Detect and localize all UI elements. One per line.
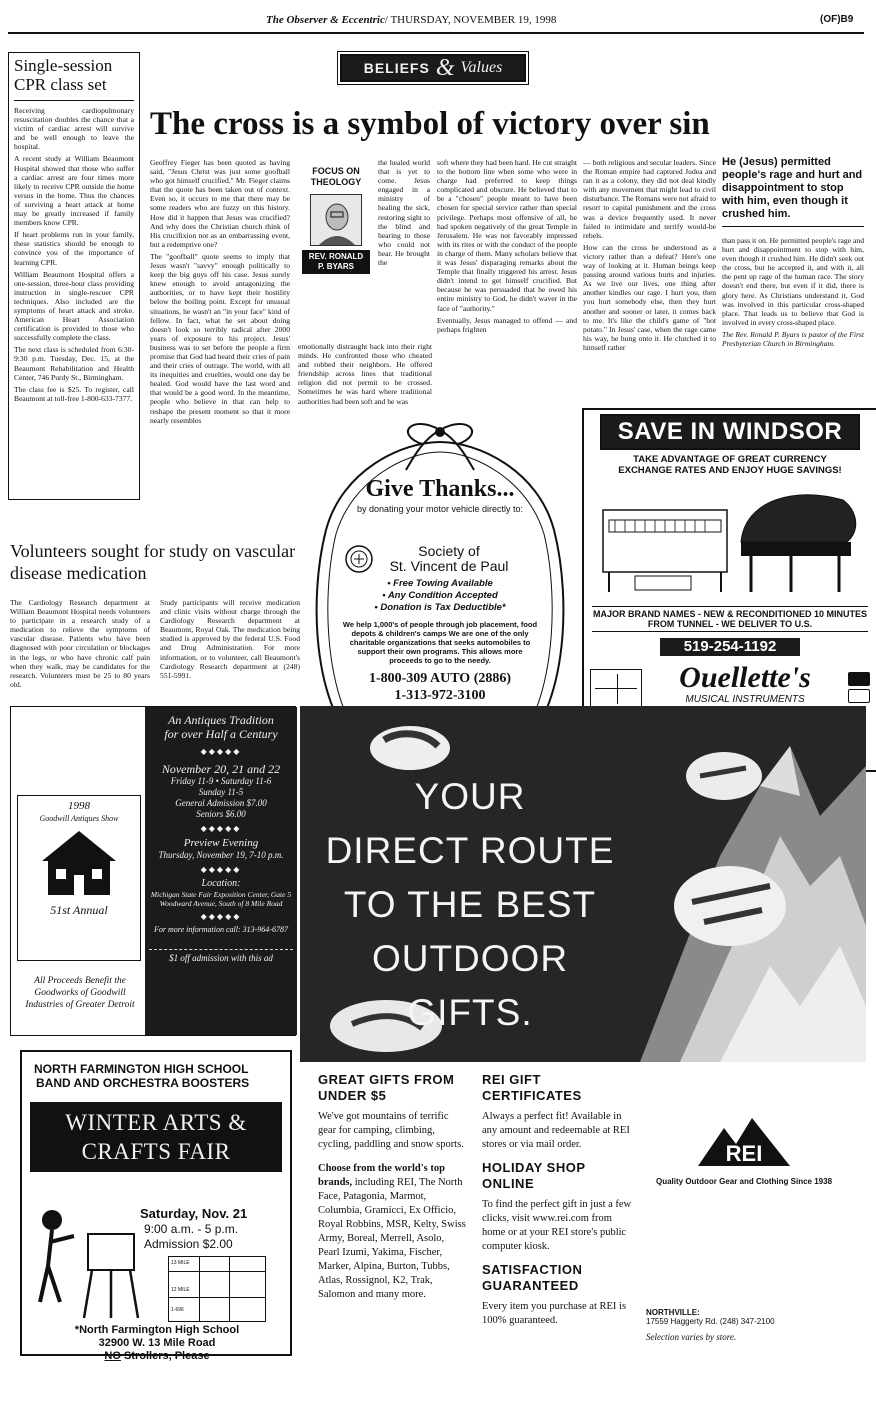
cross-col-5 — [722, 236, 864, 351]
diamond-divider-icon: ◆◆◆◆◆ — [200, 865, 242, 874]
house-icon — [36, 827, 122, 897]
cpr-para: The class fee is $25. To register, call Beaumont at toll-free 1-800-633-7377. — [14, 384, 134, 403]
rei-northville-address: 17559 Haggerty Rd. (248) 347-2100 — [646, 1317, 775, 1326]
antiques-proceeds: All Proceeds Benefit the Goodworks of Goodwill Industries of Greater Detroit — [25, 976, 135, 1010]
antiques-dates: November 20, 21 and 22 — [161, 762, 281, 776]
diamond-divider-icon: ◆◆◆◆◆ — [200, 747, 242, 756]
rei-brands — [318, 1162, 468, 1302]
byline: REV. RONALD P. BYARS — [302, 250, 370, 274]
windsor-phone: 519-254-1192 — [660, 638, 800, 656]
banner-beliefs: BELIEFS — [363, 60, 430, 76]
store-map — [590, 669, 642, 709]
focus-label: FOCUS ON THEOLOGY — [310, 166, 362, 187]
winter-map — [168, 1256, 266, 1322]
cross-headline: The cross is a symbol of victory over sin — [150, 106, 710, 142]
rei-brands-lead: Choose from the world's top brands, — [318, 1163, 445, 1188]
author-bio: The Rev. Ronald P. Byars is pastor of the First Presbyterian Church in Birmingham. — [722, 329, 864, 349]
antiques-seniors: Seniors $6.00 — [196, 809, 246, 819]
columnist-photo — [310, 194, 362, 246]
cpr-para: Receiving cardiopulmonary resuscitation doubles the chance that a victim of cardiac arrest will survive and be well enough to leave the hospital. — [14, 106, 134, 152]
winter-arts-ad — [20, 1050, 292, 1362]
winter-strollers-text: Strollers, Please — [123, 1350, 210, 1362]
cross-para: emotionally distraught back into their right minds. He confronted those who cheated and robbed their neighbors. He offered friendship across lines that traditional religion did not permit to be crossed. Sometimes he was hard where traditional authorities had been soft and he was — [298, 342, 432, 406]
rei-headline-1: YOUR — [414, 776, 526, 817]
antiques-coupon: $1 off admission with this ad — [149, 949, 293, 964]
cross-col-4 — [583, 158, 716, 355]
rei-selection-varies: Selection varies by store. — [646, 1332, 737, 1342]
cross-para: soft where they had been hard. He cut straight to the bottom line when some who were in charge had preferred to keep things complicated and obscure. He believed that to be a "chosen" people meant to have been chosen for special service rather than special privilege. Perhaps most offensive of all, he had spoken negatively of the great Temple in Jerusalem. He was not favorably impressed with its rites or with the conduct of the people in charge of them. Many scholars believe that it was Jesus' disparaging remarks about the Temple that finally triggered his arrest. Jesus didn't intend to get himself crucified. But because he was persuaded that he owed his entire ministry to God, he didn't waver in the face of "authority." — [437, 158, 577, 313]
antiques-admission: General Admission $7.00 — [175, 798, 267, 808]
cpr-para: A recent study at William Beaumont Hospital showed that those who suffer a cardiac arrest are four times more likely to receive CPR outside the home versus in the home. Thus the chances of surviving a heart attack at home may be greatly increased if family members know CPR. — [14, 154, 134, 228]
winter-admission: Admission $2.00 — [144, 1237, 233, 1251]
antiques-preview-date: Thursday, November 19, 7-10 p.m. — [158, 850, 284, 860]
cross-col-2a — [378, 158, 430, 270]
cpr-para: If heart problems run in your family, these statistics should be enough to convince you of the importance of learning CPR. — [14, 230, 134, 267]
diamond-divider-icon: ◆◆◆◆◆ — [200, 912, 242, 921]
cross-para: the healed world that is yet to come. Jesus engaged in a ministry of healing the sick, restoring sight to the blind and hearing to those who could not hear. He brought the — [378, 158, 430, 268]
winter-band: BAND AND ORCHESTRA BOOSTERS — [36, 1076, 250, 1090]
map-label-12-mile: 12 MILE — [171, 1287, 190, 1293]
antiques-location: Michigan State Fair Exposition Center, Gate 5 Woodward Avenue, South of 8 Mile Road — [150, 890, 292, 908]
cross-para: Eventually, Jesus managed to offend — and perhaps frighten — [437, 315, 577, 334]
winter-title-1: WINTER ARTS & — [65, 1110, 247, 1135]
antiques-show-name: Goodwill Antiques Show — [39, 814, 119, 823]
antiques-ad — [10, 706, 296, 1036]
rei-headline-2: DIRECT ROUTE — [325, 830, 615, 871]
cross-col-1 — [150, 158, 290, 428]
goodwill-panel — [17, 795, 141, 961]
svdp-phone-1: 1-800-309 AUTO (2886) — [368, 671, 512, 686]
cpr-para: The next class is scheduled from 6:30-9:30 p.m. Tuesday, Dec. 15, at the Beaumont Rehabilitation and Health Center, 746 Purdy St., Birmingham. — [14, 345, 134, 382]
windsor-mi: MUSICAL INSTRUMENTS — [685, 694, 805, 705]
winter-address: 32900 W. 13 Mile Road — [98, 1337, 216, 1349]
winter-school: NORTH FARMINGTON HIGH SCHOOL — [34, 1062, 249, 1076]
vascular-title: Volunteers sought for study on vascular disease medication — [10, 541, 296, 583]
winter-title-2: CRAFTS FAIR — [81, 1139, 231, 1164]
banner-values: Values — [460, 59, 503, 76]
cross-para: How can the cross be understood as a victory rather than a defeat? Here's one way of looking at it. Human beings keep passing around various hurts and injuries. As we live our lives, one thing after another kindles our rage. I hurt you, then you hurt somebody else, then they hurt another and sooner or later, it comes back to me. It's like the child's game of "hot potato." In Jesus' case, when the rage came his way, he hung onto it. He clutched it to himself rather — [583, 242, 716, 352]
rei-great-gifts-body: We've got mountains of terrific gear for camping, climbing, cycling, paddling and snow sports. — [318, 1111, 464, 1150]
cross-col-3 — [437, 158, 577, 337]
cross-para: Geoffrey Fieger has been quoted as having said, "Jesus Christ was just some goofball who got himself crucified." Mr. Fieger claims that the quote has been taken out of context. Even so, it occurs to me that there may be some readers who are fuzzy on this history. How did it happen that Jesus was crucified? And why does the Christian church think of His crucifixion not as an embarrassing event, but a redemptive one? — [150, 158, 290, 249]
piano-illustration — [595, 480, 865, 600]
map-label-i696: 1-696 — [171, 1307, 184, 1313]
antiques-location-heading: Location: — [201, 878, 241, 889]
rei-holiday-shop: HOLIDAY SHOP ONLINE — [482, 1160, 586, 1191]
antiques-preview: Preview Evening — [183, 837, 259, 849]
svdp-by: by donating your motor vehicle directly to: — [356, 504, 524, 514]
vascular-col-1 — [10, 598, 150, 692]
winter-time: 9:00 a.m. - 5 p.m. — [144, 1222, 239, 1236]
masthead — [266, 14, 556, 26]
vascular-para: Study participants will receive medication and clinic visits without charge through the Cardiology Research department at Beaumont, Royal Oak. The medication being studied is approved by the federal U.S. Food and Drug Administration. For more information, or to volunteer, call Beaumont's Cardiology Research department at (248) 551-5991. — [160, 598, 300, 680]
vascular-col-2 — [160, 598, 300, 683]
winter-no: NO — [104, 1350, 121, 1362]
antiques-info: For more information call: 313-964-6787 — [154, 925, 288, 934]
rei-headline-4: OUTDOOR — [371, 938, 569, 979]
header-rule — [8, 32, 864, 34]
antiques-year: 1998 — [68, 800, 90, 812]
rei-hero — [300, 706, 866, 1062]
svdp-bullet: • Free Towing Available — [387, 578, 493, 589]
cross-para: than pass it on. He permitted people's rage and hurt and disappointment to stop with him, even though it crushed him. He didn't seek out the cross, but he accepted it, and with it, all the pent up rage of the human race. The story doesn't end there, but even if it did, there is glory here. As Christians understand it, God was involved in this particular cross-shaped place. That leads us to believe that God is involved in every cross-shaped place. — [722, 236, 864, 327]
rei-hs-body: To find the perfect gift in just a few clicks, visit www.rei.com from home or at your REI store's public computer kiosk. — [482, 1199, 632, 1252]
page-number: (OF)B9 — [820, 14, 854, 25]
svdp-phone-2: 1-313-972-3100 — [394, 688, 486, 703]
rei-satisfaction: SATISFACTION GUARANTEED — [482, 1262, 583, 1293]
rei-gc-body: Always a perfect fit! Available in any amount and redeemable at REI stores or via mail order. — [482, 1111, 630, 1150]
give-thanks: Give Thanks... — [365, 476, 515, 502]
rei-body — [300, 1062, 866, 1358]
painter-easel-icon — [30, 1206, 140, 1322]
pull-quote: He (Jesus) permitted people's rage and hurt and disappointment to stop with him, even though it crushed him. — [722, 156, 864, 227]
cross-para: — both religious and secular leaders. Since the Roman empire had captured Judea and ran it as a colony, they did not deal kindly with any movement that might lead to civil disturbance. The Romans were not afraid to resort to capital punishment and the cross was a device frequently used. It never failed to intimidate and terrify would-be rebels. — [583, 158, 716, 240]
svdp-org-2: St. Vincent de Paul — [389, 558, 509, 574]
cross-col-2b — [298, 342, 432, 409]
credit-card-icon — [848, 672, 870, 706]
antiques-hours-1: Friday 11-9 • Saturday 11-6 — [170, 776, 272, 786]
svdp-org-1: Society of — [418, 543, 480, 559]
cpr-title: Single-session CPR class set — [14, 56, 113, 94]
banner-amp: & — [435, 54, 455, 81]
ouellettes-logo: Ouellette's — [679, 661, 811, 694]
diamond-divider-icon: ◆◆◆◆◆ — [200, 824, 242, 833]
rei-sg-body: Every item you purchase at REI is 100% guaranteed. — [482, 1301, 627, 1326]
antiques-heading-1: An Antiques Tradition — [168, 713, 274, 727]
winter-strollers — [22, 1350, 292, 1363]
paper-name: The Observer & Eccentric — [266, 14, 385, 26]
cpr-title-rule — [14, 100, 134, 101]
winter-date: Saturday, Nov. 21 — [140, 1206, 248, 1221]
svdp-bullet: • Any Condition Accepted — [382, 590, 498, 601]
portrait-icon — [311, 195, 362, 246]
rei-gift-certificates: REI GIFT CERTIFICATES — [482, 1072, 582, 1103]
rei-logo: REI — [725, 1141, 763, 1166]
issue-date: / THURSDAY, NOVEMBER 19, 1998 — [384, 14, 557, 26]
windsor-title: SAVE IN WINDSOR — [600, 414, 860, 450]
rei-great-gifts: GREAT GIFTS FROM UNDER $5 — [318, 1072, 455, 1103]
rei-headline-3: TO THE BEST — [343, 884, 597, 925]
beliefs-values-banner — [340, 54, 526, 82]
winter-school-name: *North Farmington High School — [74, 1324, 240, 1336]
focus-box — [298, 158, 374, 290]
windsor-sub: TAKE ADVANTAGE OF GREAT CURRENCY EXCHANGE RATES AND ENJOY HUGE SAVINGS! — [618, 454, 842, 476]
winter-title-banner — [30, 1102, 282, 1172]
antiques-dark-panel — [145, 707, 297, 1035]
svdp-bullet: • Donation is Tax Deductible* — [374, 602, 506, 613]
vascular-para: The Cardiology Research department at William Beaumont Hospital needs volunteers to participate in a research study of a medication to relieve the symptoms of vascular disease. Patients who have been diagnosed with poor circulation or blockages in the legs, or who have chronic calf pain when they walk, may be candidates for the research. Volunteers must be 25 to 80 years old. — [10, 598, 150, 689]
antiques-heading-2: for over Half a Century — [164, 727, 278, 741]
map-label-13-mile: 13 MILE — [171, 1260, 190, 1266]
rei-brands-list: including REI, The North Face, Patagonia, Marmot, Columbia, Gramicci, Ex Officio, Royal Robbins, MSR, Kelty, Swiss Army, Boreal, Merrell, Asolo, Pearl Izumi, Yakima, Fischer, Marker, Alpina, Burton, Tubbs, Atlas, Rossignol, K2, Trak, Salomon and many more. — [318, 1177, 466, 1300]
rei-headline-5: GIFTS. — [407, 992, 533, 1033]
cpr-para: William Beaumont Hospital offers a one-session, three-hour class providing instruction in single-rescuer CPR techniques. Also included are the symptoms of heart attack and stroke. American Heart Association certification is provided to those who successfully complete the class. — [14, 269, 134, 343]
antiques-hours-2: Sunday 11-5 — [198, 787, 244, 797]
cross-para: The "goofball" quote seems to imply that Jesus wasn't "savvy" enough politically to keep the big guys off his case. Jesus surely knew enough to avoid antagonizing the authorities, or to have kept their hostility below the boiling point. Except for unusual situations, he wasn't an "in your face" kind of fellow. In fact, what he set about doing doesn't look so terribly radical after 2000 years of exposure to his project. Jesus' business was to set before the people a firm promise that God had heard their cries of pain and their cries of outrage. The world, with all its inequities and cruelties, would one day be healed. God would have the last word and that would be a good word. In the meantime, people who believe in that can help to reshape the present moment so that it more nearly resembles — [150, 251, 290, 425]
rei-northville: NORTHVILLE: — [646, 1308, 700, 1317]
antiques-annual: 51st Annual — [50, 903, 108, 917]
svdp-seal-icon — [344, 544, 374, 574]
rei-tagline: Quality Outdoor Gear and Clothing Since 1938 — [655, 1177, 833, 1186]
svdp-help: We help 1,000's of people through job placement, food depots & children's camps We are one of the only charitable organizations that seeks automobiles to support their own programs. This allows more proceeds to go to the needy. — [342, 620, 538, 665]
windsor-brands: MAJOR BRAND NAMES - NEW & RECONDITIONED 10 MINUTES FROM TUNNEL - WE DELIVER TO U.S. — [592, 606, 868, 632]
cpr-article — [8, 52, 140, 500]
